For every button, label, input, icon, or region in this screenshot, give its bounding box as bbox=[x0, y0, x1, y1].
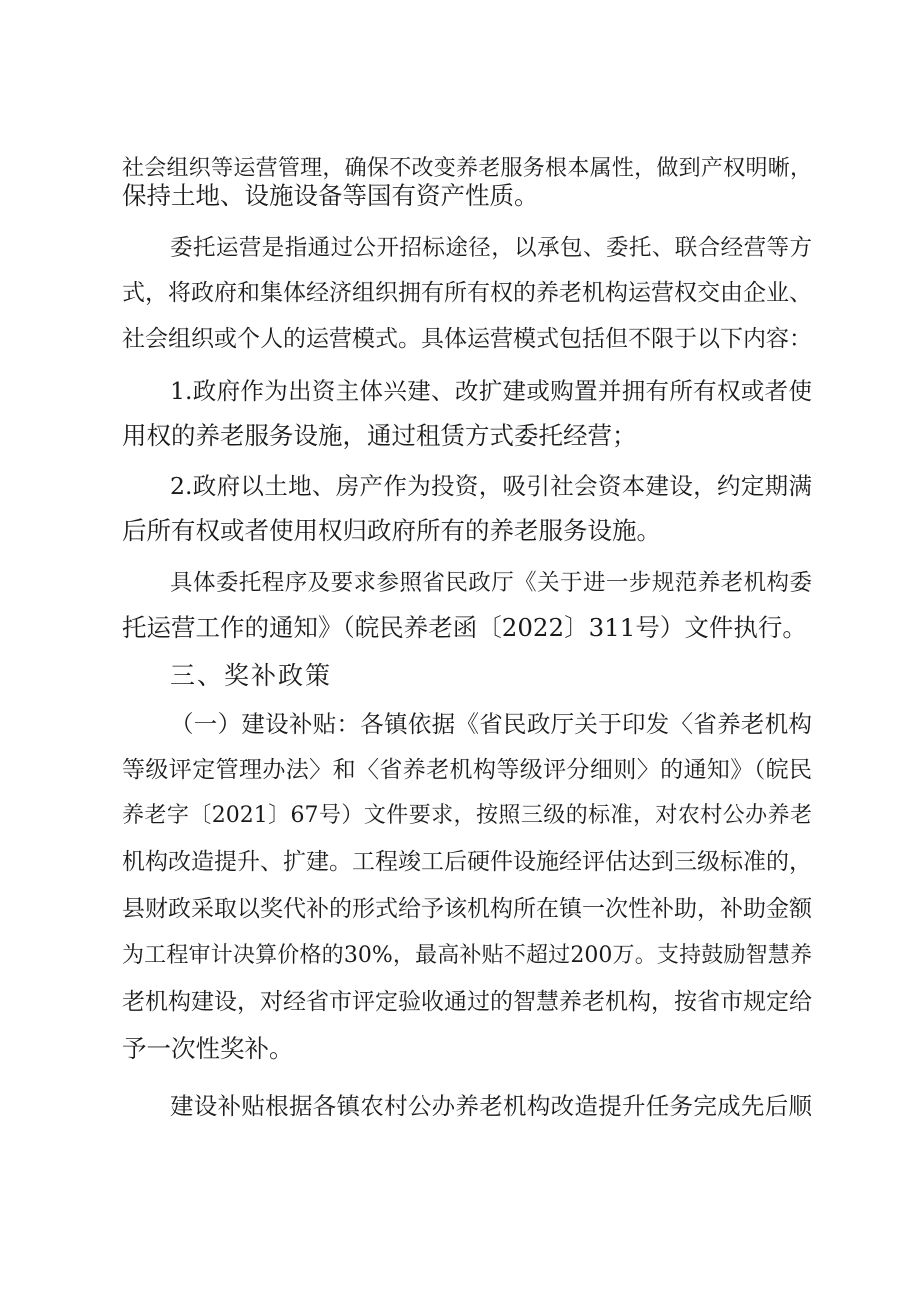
paragraph-line: 建设补贴根据各镇农村公办养老机构改造提升任务完成先后顺 bbox=[170, 1092, 812, 1120]
paragraph-line: （一）建设补贴：各镇依据《省民政厅关于印发〈省养老机构 bbox=[170, 710, 812, 738]
paragraph-line: 社会组织或个人的运营模式。具体运营模式包括但不限于以下内容： bbox=[122, 326, 812, 352]
paragraph-line: 具体委托程序及要求参照省民政厅《关于进一步规范养老机构委 bbox=[170, 570, 812, 596]
paragraph-line: 为工程审计决算价格的30%，最高补贴不超过200万。支持鼓励智慧养 bbox=[122, 943, 812, 968]
paragraph-line: 2.政府以土地、房产作为投资，吸引社会资本建设，约定期满 bbox=[170, 472, 812, 500]
paragraph-line: 社会组织等运营管理，确保不改变养老服务根本属性，做到产权明晰， bbox=[122, 156, 812, 181]
paragraph-line: 机构改造提升、扩建。工程竣工后硬件设施经评估达到三级标准的， bbox=[122, 849, 812, 875]
paragraph-line: 养老字〔2021〕67号）文件要求，按照三级的标准，对农村公办养老 bbox=[122, 803, 812, 828]
paragraph-line: 1.政府作为出资主体兴建、改扩建或购置并拥有所有权或者使 bbox=[170, 377, 812, 405]
paragraph-line: 式，将政府和集体经济组织拥有所有权的养老机构运营权交由企业、 bbox=[122, 280, 812, 306]
paragraph-line: 老机构建设，对经省市评定验收通过的智慧养老机构，按省市规定给 bbox=[122, 989, 812, 1015]
paragraph-line: 后所有权或者使用权归政府所有的养老服务设施。 bbox=[122, 516, 661, 545]
paragraph-line: 保持土地、设施设备等国有资产性质。 bbox=[122, 181, 539, 210]
paragraph-line: 用权的养老服务设施，通过租赁方式委托经营； bbox=[122, 421, 637, 450]
paragraph-line: 县财政采取以奖代补的形式给予该机构所在镇一次性补助，补助金额 bbox=[122, 896, 812, 922]
paragraph-line: 托运营工作的通知》（皖民养老函〔2022〕311号）文件执行。 bbox=[122, 613, 807, 642]
paragraph-line: 予一次性奖补。 bbox=[122, 1034, 294, 1063]
paragraph-line: 委托运营是指通过公开招标途径，以承包、委托、联合经营等方 bbox=[170, 235, 812, 261]
section-heading: 三、奖补政策 bbox=[170, 661, 333, 690]
paragraph-line: 等级评定管理办法〉和〈省养老机构等级评分细则〉的通知》（皖民 bbox=[122, 757, 812, 783]
